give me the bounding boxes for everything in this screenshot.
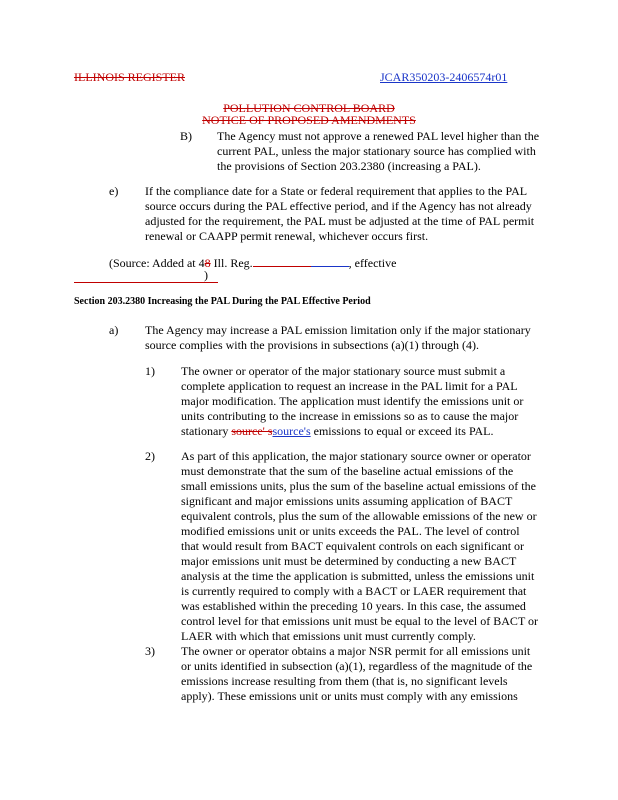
- sub-2-line: significant and major emissions units assuming application of BACT: [181, 494, 513, 508]
- source-blank-removed: [253, 255, 311, 267]
- item-b-line: the provisions of Section 203.2380 (increasing a PAL).: [217, 159, 481, 173]
- sub-3-line: The owner or operator obtains a major NSR permit for all emissions unit: [181, 644, 531, 658]
- item-b-label: B): [180, 129, 192, 143]
- sub-1-line: complete application to request an increase in the PAL limit for a PAL: [181, 379, 518, 393]
- sub-1-line: major modification. The application must identify the emissions unit or: [181, 394, 524, 408]
- item-b-line: The Agency must not approve a renewed PAL level higher than the: [217, 129, 540, 143]
- sub-2-line: modified emissions unit or units exceeds the PAL. The level of control: [181, 524, 520, 538]
- item-e-line: adjusted for the requirement, the PAL must be adjusted at the time of PAL permit: [145, 214, 535, 228]
- sub-3-text: [181, 644, 532, 704]
- sub-1-last-prefix: stationary: [181, 424, 232, 438]
- sub-1-last-suffix: emissions to equal or exceed its PAL.: [310, 424, 494, 438]
- sub-1-deleted-text: source' s: [231, 424, 273, 438]
- item-a-line: source complies with the provisions in subsections (a)(1) through (4).: [145, 338, 479, 352]
- source-note: [109, 255, 396, 271]
- source-volume-strike: 8: [204, 256, 211, 270]
- sub-2-line: As part of this application, the major stationary source owner or operator: [181, 449, 531, 463]
- item-b-text: [217, 129, 539, 174]
- sub-2-line: major emissions unit must be determined by conducting a new BACT: [181, 554, 517, 568]
- sub-2-label: 2): [145, 449, 155, 463]
- source-reg: Ill. Reg.: [210, 256, 253, 270]
- source-effective: , effective: [348, 256, 397, 270]
- section-heading: Section 203.2380 Increasing the PAL During the PAL Effective Period: [74, 296, 371, 307]
- sub-1-text: [181, 364, 523, 439]
- document-id: JCAR350203-2406574r01: [380, 70, 508, 84]
- item-a-text: [145, 323, 531, 353]
- sub-1-line: The owner or operator of the major stationary source must submit a: [181, 364, 506, 378]
- sub-2-line: analysis at the time the application is submitted, unless the emissions unit: [181, 569, 535, 583]
- sub-2-line: is currently required to comply with a BACT or LAER requirement that: [181, 584, 527, 598]
- sub-1-last-line: [181, 424, 523, 439]
- sub-2-line: must demonstrate that the sum of the baseline actual emissions of the: [181, 464, 514, 478]
- source-prefix: (Source: Added at 4: [109, 256, 205, 270]
- item-e-line: If the compliance date for a State or federal requirement that applies to the PAL: [145, 184, 528, 198]
- sub-2-text: [181, 449, 538, 644]
- title-agency: POLLUTION CONTROL BOARD: [223, 101, 395, 115]
- item-e-line: source occurs during the PAL effective period, and if the Agency has not already: [145, 199, 532, 213]
- sub-2-line: that would result from BACT equivalent controls on each significant or: [181, 539, 525, 553]
- sub-2-line: control level for that emissions unit must be equal to the level of BACT or: [181, 614, 539, 628]
- sub-1-inserted-text: source's: [272, 424, 311, 438]
- item-a-line: The Agency may increase a PAL emission limitation only if the major stationary: [145, 323, 531, 337]
- title-notice: NOTICE OF PROPOSED AMENDMENTS: [202, 113, 416, 127]
- item-e-label: e): [109, 184, 119, 198]
- sub-1-line: units contributing to the increase in emissions so as to cause the major: [181, 409, 519, 423]
- source-close: ): [204, 268, 208, 282]
- item-e-line: renewal or CAAPP permit renewal, whichever occurs first.: [145, 229, 429, 243]
- sub-2-line: was established within the preceding 10 years. In this case, the assumed: [181, 599, 526, 613]
- sub-3-label: 3): [145, 644, 155, 658]
- register-header: ILLINOIS REGISTER: [74, 70, 185, 84]
- item-b-line: current PAL, unless the major stationary source has complied with: [217, 144, 536, 158]
- item-a-label: a): [109, 323, 119, 337]
- sub-1-label: 1): [145, 364, 155, 378]
- source-blank-added: [311, 255, 349, 267]
- item-e-text: [145, 184, 534, 244]
- sub-3-line: apply). These emissions unit or units must comply with any emissions: [181, 689, 518, 703]
- sub-3-line: or units identified in subsection (a)(1), regardless of the magnitude of the: [181, 659, 533, 673]
- sub-2-line: equivalent controls, plus the sum of the allowable emissions of the new or: [181, 509, 537, 523]
- sub-2-line: LAER with which that emissions unit must currently comply.: [181, 629, 476, 643]
- source-date-line: [74, 282, 218, 283]
- sub-3-line: emissions increase resulting from them (that is, no significant levels: [181, 674, 508, 688]
- sub-2-line: small emissions units, plus the sum of the baseline actual emissions of the: [181, 479, 536, 493]
